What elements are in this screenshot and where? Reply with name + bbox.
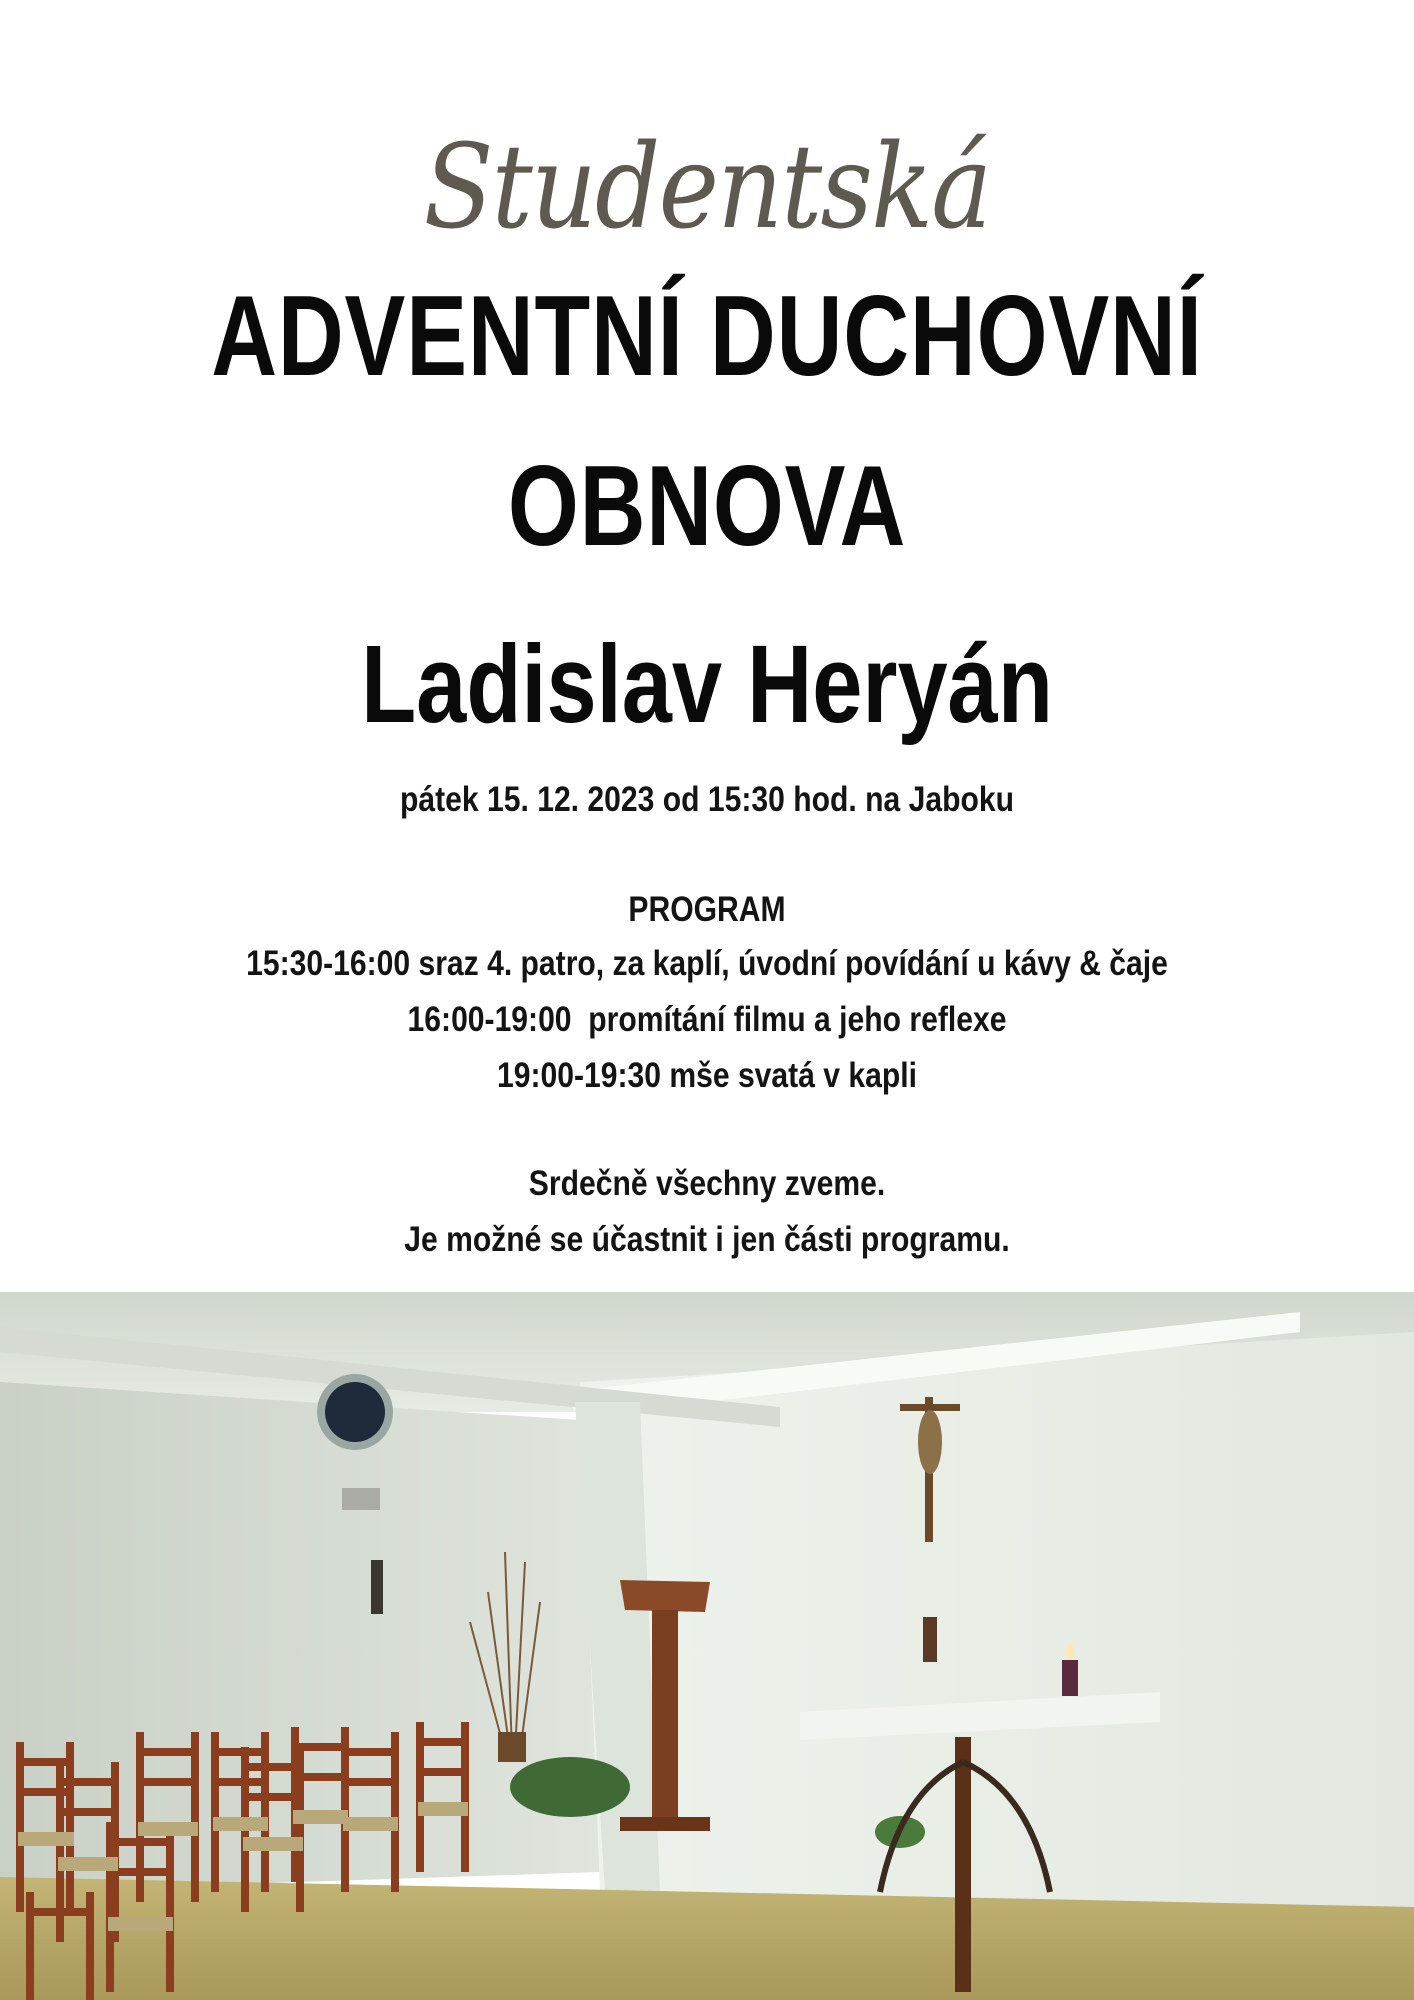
event-date: pátek 15. 12. 2023 od 15:30 hod. na Jaboku xyxy=(400,780,1014,819)
invitation-text: Srdečně všechny zveme. xyxy=(528,1164,886,1203)
speaker-name: Ladislav Heryán xyxy=(361,623,1053,746)
program-item: 19:00-19:30 mše svatá v kapli xyxy=(496,1056,918,1095)
script-heading: Studentská xyxy=(423,120,991,255)
participation-note: Je možné se účastnit i jen části programu. xyxy=(404,1220,1010,1259)
title-line-2: OBNOVA xyxy=(507,443,907,570)
chapel-photo xyxy=(0,1292,1414,2000)
program-item: 15:30-16:00 sraz 4. patro, za kaplí, úvodní povídání u kávy & čaje xyxy=(246,944,1168,983)
program-heading: PROGRAM xyxy=(628,890,786,929)
program-item: 16:00-19:00 promítání filmu a jeho reflexe xyxy=(407,1000,1007,1039)
title-line-1: ADVENTNÍ DUCHOVNÍ xyxy=(211,273,1203,400)
